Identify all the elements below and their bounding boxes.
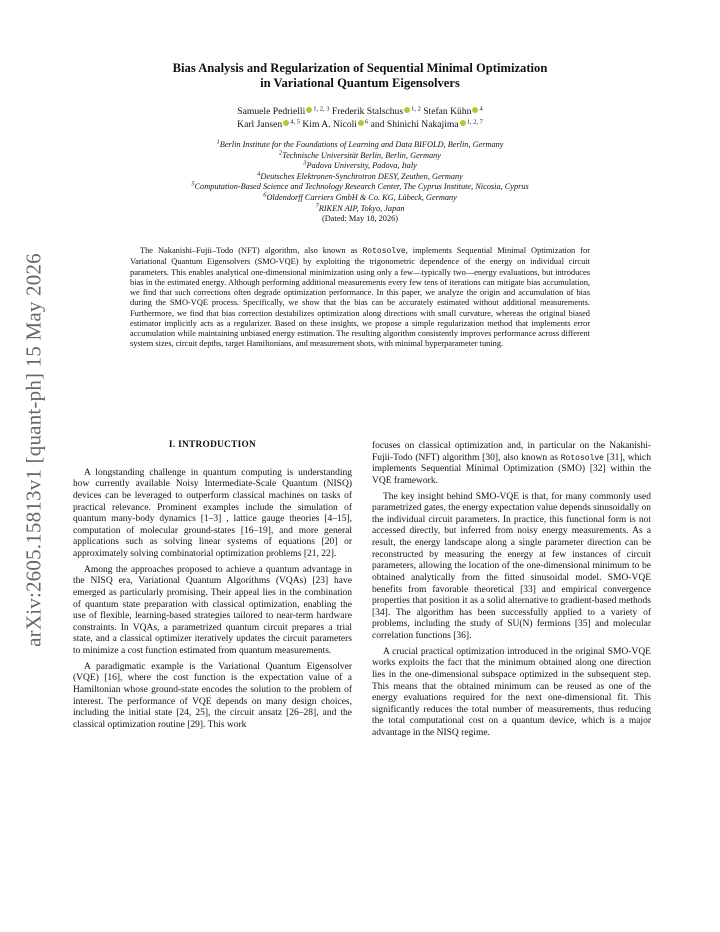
affiliation-number: 2 bbox=[279, 149, 283, 157]
body-paragraph: A crucial practical optimization introduced in the original SMO-VQE works exploits the fact that the minimum obtained along one direction lies in the one-dimensional subspace optimized in the subsequent step. This means that the obtained minimum can be reused as one of the energy evaluations required for the next one-dimensional fit. This significantly reduces the total number of measurements, thus reducing the total computational cost on a quantum device, which is a major advantage in the NISQ regime. bbox=[372, 646, 651, 738]
abstract-text-part: , implements Sequential Minimal Optimization for Variational Quantum Eigensolvers (SMO-VQE) by exploiting the trigonometric dependence of the energy on individual circuit parameters. This enables analytical one-dimensional minimization using only a few—typically two—energy evaluations, but introduces bias in the estimated energy. Although performing additional measurements every few tens of iterations can mitigate bias accumulation, we find that such corrections often degrade optimization performance. In this paper, we analyze the origin and accumulation of bias during the SMO-VQE process. Specifically, we show that the bias can be accurately estimated without additional measurements. Furthermore, we find that bias correction destabilizes optimization along directions with small curvature, whereas the original biased estimator implicitly acts as a regularizer. Based on these insights, we propose a simple regularization method that implements error accumulation while maintaining unbiased energy estimation. The resulting algorithm consistently improves performance across different system sizes, circuit depths, target Hamiltonians, and measurement shots, with minimal hyperparameter tuning. bbox=[130, 246, 590, 349]
orcid-icon[interactable] bbox=[460, 120, 466, 126]
affiliation-line bbox=[60, 172, 660, 183]
author-affiliation-marks: 1, 2, 7 bbox=[466, 118, 483, 125]
author-name: Kim A. Nicoli bbox=[302, 118, 357, 130]
right-column bbox=[372, 441, 651, 744]
affiliation-text: Technische Universität Berlin, Berlin, Germany bbox=[282, 150, 441, 160]
affiliation-number: 6 bbox=[263, 191, 267, 199]
author-affiliation-marks: 4 bbox=[479, 105, 483, 113]
orcid-icon[interactable] bbox=[358, 120, 364, 126]
inline-code: Rotosolve bbox=[560, 453, 604, 463]
affiliation-text: Padova University, Padova, Italy bbox=[306, 161, 417, 171]
affiliation-number: 1 bbox=[216, 138, 220, 146]
orcid-icon[interactable] bbox=[472, 107, 478, 113]
left-column bbox=[73, 440, 352, 735]
author-name: Shinichi Nakajima bbox=[386, 118, 459, 130]
abstract-code: Rotosolve bbox=[362, 247, 406, 256]
affiliation-line bbox=[60, 140, 660, 151]
title-line-2: in Variational Quantum Eigensolvers bbox=[260, 76, 460, 90]
abstract-text-part: The Nakanishi–Fujii–Todo (NFT) algorithm, also known as bbox=[140, 246, 363, 255]
affiliation-number: 7 bbox=[315, 202, 319, 210]
author-affiliation-marks: 1, 2, 3 bbox=[313, 105, 330, 113]
author-name: Samuele Pedrielli bbox=[237, 106, 306, 117]
affiliation-line bbox=[60, 204, 660, 215]
body-paragraph: A paradigmatic example is the Variational Quantum Eigensolver (VQE) [16], where the cost function is the expectation value of a Hamiltonian whose ground-state encodes the solution to the problem of interest. The performance of VQE depends on many design choices, including the initial state [24, 25], the circuit ansatz [26–28], and the classical optimization routine [29]. This work bbox=[73, 661, 352, 730]
affiliation-text: Berlin Institute for the Foundations of Learning and Data BIFOLD, Berlin, Germany bbox=[219, 140, 504, 149]
orcid-icon[interactable] bbox=[306, 107, 312, 113]
affiliation-line bbox=[60, 151, 660, 162]
author-affiliation-marks: 1, 2 bbox=[411, 105, 421, 113]
affiliation-number: 4 bbox=[257, 170, 261, 178]
affiliation-line bbox=[60, 193, 660, 204]
affiliation-text: RIKEN AIP, Tokyo, Japan bbox=[318, 203, 405, 213]
affiliation-text: Deutsches Elektronen-Synchrotron DESY, Zeuthen, Germany bbox=[260, 171, 463, 181]
orcid-icon[interactable] bbox=[283, 120, 289, 126]
author-separator: and bbox=[368, 118, 387, 130]
author-name: Frederik Stalschus bbox=[331, 106, 404, 117]
body-paragraph: A longstanding challenge in quantum computing is understanding how currently available Noisy Intermediate-Scale Quantum (NISQ) devices can be leveraged to outperform classical machines on tasks of practical relevance. Prominent examples include the simulation of quantum many-body dynamics [1–3] , lattice gauge theories [4–15], computation of molecular ground-states [16–19], and more general applications such as solving linear systems of equations [20] or approximately solving combinatorial optimization problems [21, 22]. bbox=[73, 467, 352, 559]
abstract bbox=[130, 246, 590, 350]
body-paragraph: The key insight behind SMO-VQE is that, for many commonly used parametrized gates, the energy expectation value depends sinusoidally on the individual circuit parameters. In practice, this functional form is not accessed directly, but inferred from noisy energy measurements. As a result, the energy landscape along a single parameter direction can be reconstructed by measuring the energy at few instances of circuit parameters, allowing the location of the one-dimensional minimum to be obtained analytically from the fitted sinusoidal model. SMO-VQE benefits from favorable theoretical [33] and empirical convergence properties that position it as a solid alternative to gradient-based methods [34]. The algorithm has been successfully applied to a variety of problems, including the study of SU(N) fermions [35] and molecular correlation functions [36]. bbox=[372, 491, 651, 641]
body-paragraph bbox=[372, 441, 651, 488]
author-list bbox=[100, 106, 620, 131]
author-affiliation-marks: 4, 5 bbox=[290, 118, 300, 125]
affiliation-line bbox=[60, 161, 660, 172]
date-line: (Dated: May 18, 2026) bbox=[321, 214, 399, 224]
affiliation-number: 5 bbox=[191, 180, 195, 188]
author-affiliation-marks: 6 bbox=[364, 118, 369, 125]
section-heading: I. INTRODUCTION bbox=[168, 440, 257, 450]
arxiv-identifier: arXiv:2605.15813v1 [quant-ph] 15 May 2026 bbox=[21, 253, 46, 647]
affiliation-line bbox=[60, 182, 660, 193]
arxiv-identifier-sidebar bbox=[14, 240, 54, 660]
title-line-1: Bias Analysis and Regularization of Sequential Minimal Optimization bbox=[172, 61, 548, 75]
affiliation-items bbox=[60, 140, 660, 214]
affiliation-text: Oldendorff Carriers GmbH & Co. KG, Lübeck, Germany bbox=[266, 192, 457, 202]
body-text-part: focuses on classical optimization and, in particular on the Nakanishi-Fujii-Todo (NFT) algorithm [30], also known as bbox=[372, 441, 651, 463]
affiliation-number: 3 bbox=[303, 159, 307, 167]
affiliation-list bbox=[60, 140, 660, 225]
body-text-part: [31], which implements Sequential Minimal Optimization (SMO) [32] within the VQE framework. bbox=[372, 452, 652, 486]
author-name: Karl Jansen bbox=[237, 118, 283, 130]
orcid-icon[interactable] bbox=[404, 107, 410, 113]
author-name: Stefan Kühn bbox=[423, 106, 472, 117]
abstract-text bbox=[130, 246, 590, 350]
paper-title bbox=[100, 61, 620, 91]
body-paragraph: Among the approaches proposed to achieve a quantum advantage in the NISQ era, Variational Quantum Algorithms (VQAs) [23] have emerged as particularly promising. Their appeal lies in the combination of quantum state preparation with classical optimization, enabling the use of flexible, learning-based strategies tailored to near-term hardware constraints. In VQAs, a parametrized quantum circuit prepares a trial state, and a classical optimizer iteratively updates the circuit parameters to minimize a cost function estimated from quantum measurements. bbox=[73, 564, 352, 656]
affiliation-text: Computation-Based Science and Technology Research Center, The Cyprus Institute, Nicosia, Cyprus bbox=[194, 182, 529, 192]
